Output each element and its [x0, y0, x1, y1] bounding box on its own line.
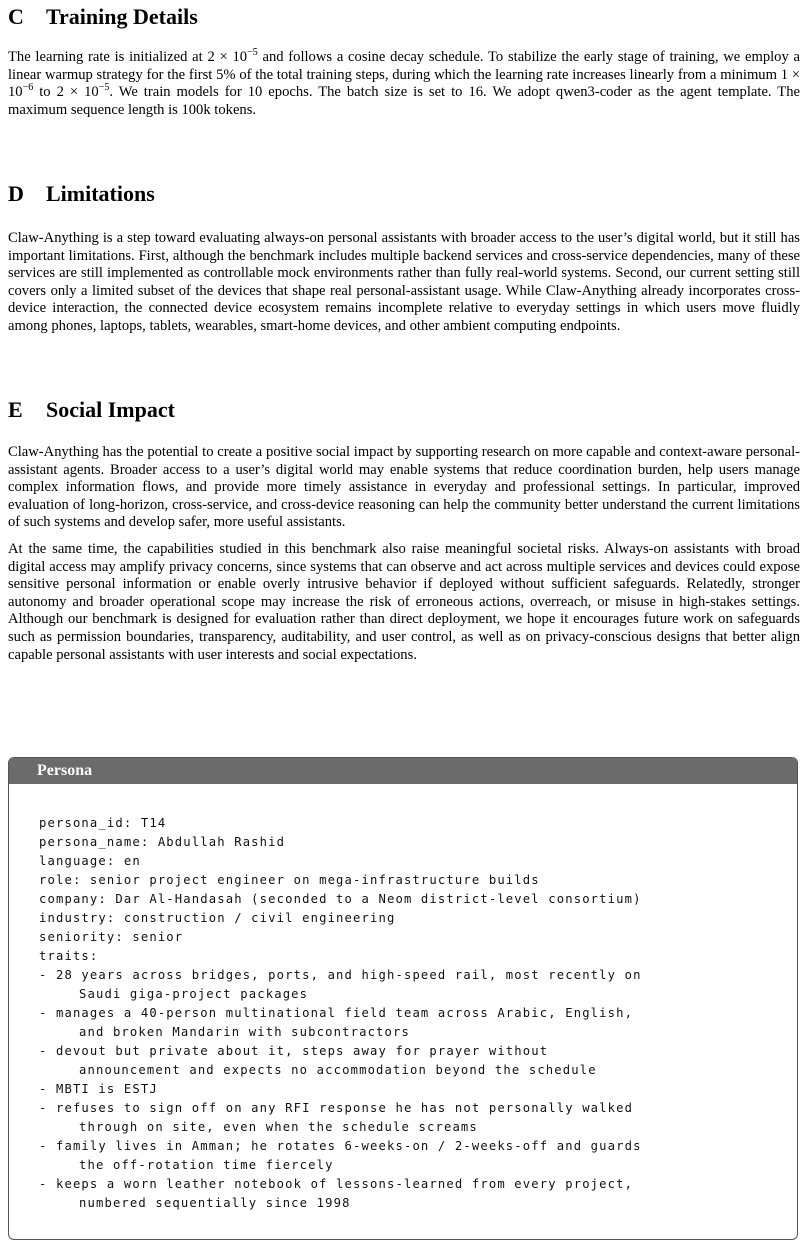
persona-code-block [39, 814, 791, 1213]
text-run: to [33, 84, 57, 101]
text-run: The learning rate is initialized at [8, 49, 208, 65]
section-title: Training Details [46, 4, 198, 29]
section-heading [8, 396, 800, 424]
section-number: D [8, 181, 24, 206]
code-line: numbered sequentially since 1998 [79, 1196, 351, 1210]
code-line: traits: [39, 949, 99, 963]
paragraph: Claw-Anything is a step toward evaluating always-on personal assistants with broader access to the user’s digital world, but it still has important limitations. First, although the benchmark includes multiple backend services and cross-service dependencies, many of these services are still implemented as controllable mock environments rather than fully real-world systems. Second, our current setting still covers only a limited subset of the devices that shape real personal-assistant usage. While Claw-Anything already incorporates cross-device interaction, the connected device ecosystem remains incomplete relative to everyday settings in which users move fluidly among phones, laptops, tablets, wearables, smart-home devices, and other ambient computing endpoints. [8, 230, 800, 334]
code-line: - devout but private about it, steps away for prayer without [39, 1044, 549, 1058]
paragraph: At the same time, the capabilities studied in this benchmark also raise meaningful societal risks. Always-on assistants with broad digital access may amplify privacy concerns, since systems that can observe and act across multiple services and devices could expose sensitive personal information or enable overly intrusive behavior if deployed without sufficient safeguards. Relatedly, stronger autonomy and broader operational scope may increase the risk of erroneous actions, overreach, or misuse in high-stakes settings. Although our benchmark is designed for evaluation rather than direct deployment, we hope it encourages future work on safeguards such as permission boundaries, transparency, auditability, and user control, as well as on privacy-conscious designs that better align capable personal assistants with user interests and social expectations. [8, 540, 800, 663]
persona-box [8, 757, 798, 1240]
code-line: - family lives in Amman; he rotates 6-weeks-on / 2-weeks-off and guards [39, 1139, 642, 1153]
section-heading [8, 3, 800, 31]
code-line: persona_name: Abdullah Rashid [39, 835, 286, 849]
code-line: persona_id: T14 [39, 816, 167, 830]
code-line: Saudi giga-project packages [79, 987, 309, 1001]
code-line: - manages a 40-person multinational field team across Arabic, English, [39, 1006, 634, 1020]
text-run: and follows a cosine decay schedule. To stabilize the early stage of training, we employ a linear warmup strategy for the first 5% of the total training steps, during which the learning rate increases linearly from a minimum [8, 49, 800, 83]
code-line: language: en [39, 854, 141, 868]
paragraph: Claw-Anything has the potential to create a positive social impact by supporting research on more capable and context-aware personal-assistant agents. Broader access to a user’s digital world may enable systems that reduce coordination burden, help users manage complex information flows, and provide more timely assistance in everyday and professional settings. In particular, improved evaluation of long-horizon, cross-service, and cross-device reasoning can help the community better understand the current limitations of such systems and develop safer, more useful assistants. [8, 444, 800, 531]
text-run: . We train models for 10 epochs. The batch size is set to 16. We adopt qwen3-coder as the agent template. The maximum sequence length is 100k tokens. [8, 84, 800, 118]
code-line: and broken Mandarin with subcontractors [79, 1025, 411, 1039]
code-line: the off-rotation time fiercely [79, 1158, 334, 1172]
math-expression: $2 \times 10^{-5}$ [56, 82, 110, 101]
section-training-details [8, 3, 800, 119]
section-number: C [8, 4, 24, 29]
code-line: role: senior project engineer on mega-infrastructure builds [39, 873, 540, 887]
section-title: Social Impact [46, 397, 175, 422]
section-limitations [8, 180, 800, 336]
paragraph [8, 49, 800, 119]
persona-header: Persona [9, 758, 797, 784]
section-title: Limitations [46, 181, 155, 206]
code-line: announcement and expects no accommodation beyond the schedule [79, 1063, 597, 1077]
code-line: through on site, even when the schedule screams [79, 1120, 478, 1134]
code-line: - refuses to sign off on any RFI response he has not personally walked [39, 1101, 634, 1115]
section-number: E [8, 397, 23, 422]
code-line: industry: construction / civil engineering [39, 911, 396, 925]
section-heading [8, 180, 800, 208]
math-expression: $2 \times 10^{-5}$ [207, 47, 258, 65]
math-expression: $1 \times 10^{-6}$ [8, 66, 800, 101]
code-line: - 28 years across bridges, ports, and high-speed rail, most recently on [39, 968, 642, 982]
code-line: seniority: senior [39, 930, 184, 944]
code-line: - MBTI is ESTJ [39, 1082, 158, 1096]
code-line: - keeps a worn leather notebook of lessons-learned from every project, [39, 1177, 634, 1191]
section-social-impact [8, 396, 800, 664]
code-line: company: Dar Al-Handasah (seconded to a Neom district-level consortium) [39, 892, 642, 906]
